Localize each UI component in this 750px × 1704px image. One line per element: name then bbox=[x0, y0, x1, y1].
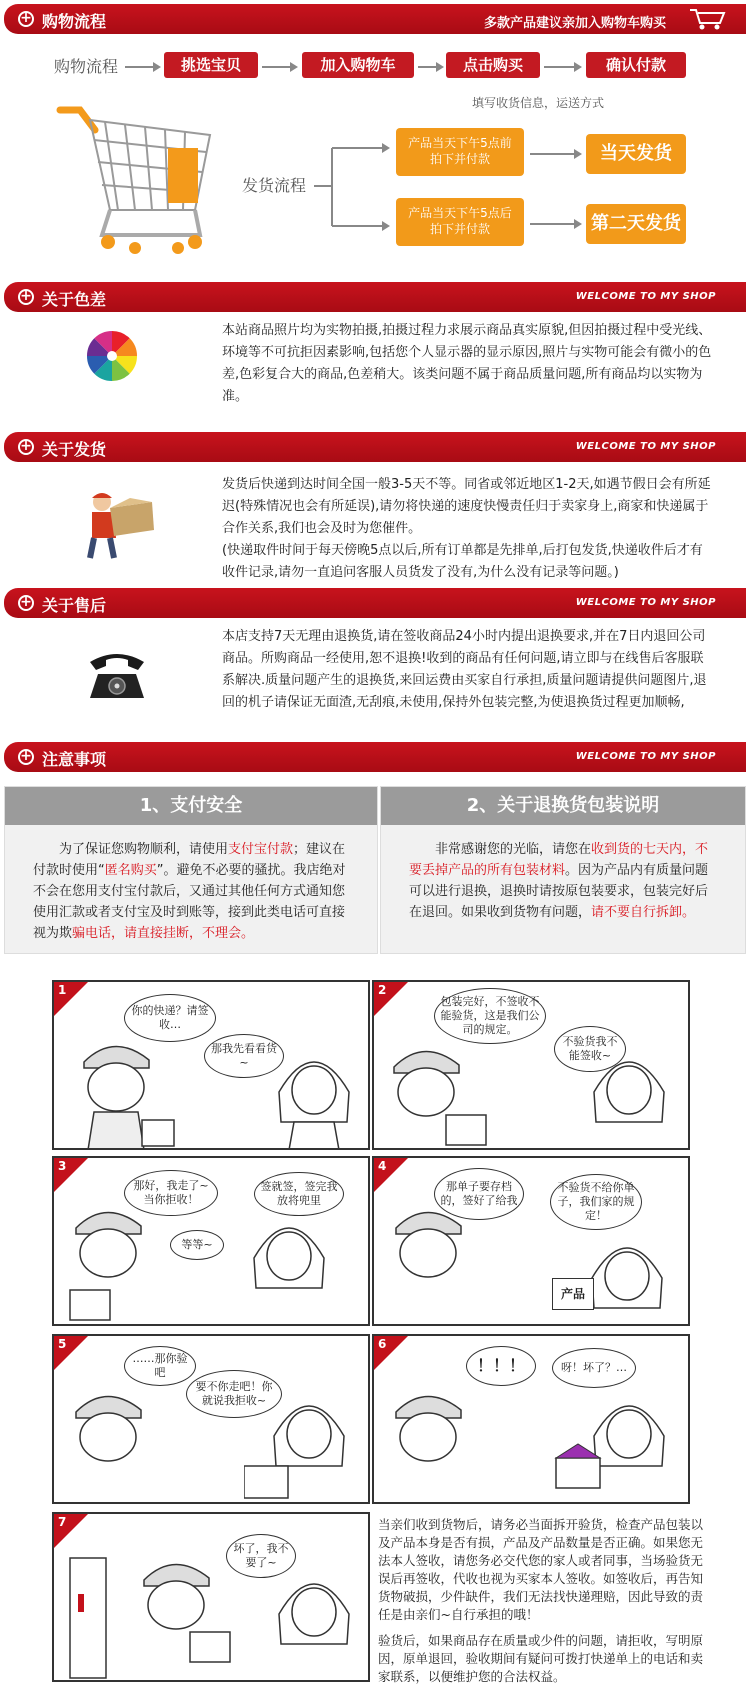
shipping-header bbox=[4, 432, 746, 462]
shopping-cart-icon bbox=[688, 7, 728, 31]
flow-arrow bbox=[544, 66, 580, 68]
product-box: 产品 bbox=[552, 1278, 594, 1310]
welcome-text: WELCOME TO MY SHOP bbox=[575, 597, 716, 608]
flow-arrow bbox=[125, 66, 159, 68]
tips-paragraph-1: 当亲们收到货物后，请务必当面拆开验货，检查产品包装以及产品本身是否有损，产品及产品数量是否正确。如果您无法本人签收，请您务必交代您的家人或者同事，当场验货无误后再签收，代收也视为买家本人签收。如签收后，再告知货物破损，少件缺件，我们无法找快递理赔，因此导致的责任是由亲们~自行承担的哦！ bbox=[378, 1517, 704, 1622]
shipping-text: 发货后快递到达时间全国一般3-5天不等。同省或邻近地区1-2天,如遇节假日会有所延迟(特殊情况也会有所延误),请勿将快递的速度快慢责任归于卖家身上,商家和快递属于合作关系,我们也会及时为您催件。 bbox=[222, 477, 711, 536]
plus-circle-icon: + bbox=[18, 289, 34, 305]
section-title: 注意事项 bbox=[42, 750, 107, 769]
aftersale-header bbox=[4, 588, 746, 618]
welcome-text: WELCOME TO MY SHOP bbox=[575, 441, 716, 452]
courier-figure bbox=[384, 1037, 494, 1150]
speech-bubble: 你的快递？请签收… bbox=[124, 994, 216, 1042]
flow-label: 购物流程 bbox=[54, 57, 119, 76]
comic-frame-5: 5 ……那你验吧 要不你走吧！你就说我拒收~ bbox=[52, 1334, 370, 1504]
flow-arrow bbox=[530, 223, 580, 225]
flow-arrow bbox=[262, 66, 296, 68]
customer-figure bbox=[582, 1228, 672, 1326]
speech-bubble: 呀！坏了？… bbox=[552, 1348, 636, 1388]
courier-figure bbox=[74, 1032, 184, 1150]
plus-circle-icon: + bbox=[18, 439, 34, 455]
speech-bubble: 等等~ bbox=[170, 1230, 224, 1260]
welcome-text: WELCOME TO MY SHOP bbox=[575, 291, 716, 302]
plus-circle-icon: + bbox=[18, 11, 34, 27]
next-day-ship: 第二天发货 bbox=[586, 204, 686, 244]
telephone-icon bbox=[84, 648, 150, 704]
comic-frame-6: 6 ！！！ 呀！坏了？… bbox=[372, 1334, 690, 1504]
speech-bubble: 那好，我走了~当你拒收！ bbox=[124, 1170, 218, 1216]
comic-frame-7: 7 坏了，我不要了~ bbox=[52, 1512, 370, 1682]
speech-bubble: 不验货不给你单子，我们家的规定！ bbox=[550, 1174, 642, 1230]
plus-circle-icon: + bbox=[18, 595, 34, 611]
step-add-to-cart: 加入购物车 bbox=[302, 52, 414, 78]
speech-bubble: 要不你走吧！你就说我拒收~ bbox=[186, 1370, 282, 1418]
step-click-buy: 点击购买 bbox=[446, 52, 540, 78]
payment-safety-panel bbox=[4, 786, 378, 954]
courier-figure bbox=[66, 1198, 176, 1326]
branch-arrows bbox=[312, 140, 390, 236]
customer-figure bbox=[244, 1208, 334, 1326]
section-title: 关于售后 bbox=[42, 596, 107, 615]
cart-suggestion-text: 多款产品建议亲加入购物车购买 bbox=[483, 16, 666, 31]
shipping-note-text: (快递取件时间于每天傍晚5点以后,所有订单都是先排单,后打包发货,快递收件后才有收件记录,请勿一直追问客服人员货发了没有,为什么没有记录等问题。) bbox=[222, 543, 703, 580]
comic-frame-4: 4 产品 那单子要存档的，签好了给我 不验货不给你单子，我们家的规定！ bbox=[372, 1156, 690, 1326]
step-select-item: 挑选宝贝 bbox=[164, 52, 258, 78]
speech-bubble: 那单子要存档的，签好了给我 bbox=[434, 1168, 524, 1220]
tips-paragraph-2: 验货后，如果商品存在质量或少件的问题，请拒收，写明原因，原单退回，验收期间有疑问可拨打快递单上的电话和卖家联系，以便维护您的合法权益。 bbox=[378, 1633, 704, 1684]
color-difference-header bbox=[4, 282, 746, 312]
section-title: 关于发货 bbox=[42, 440, 107, 459]
comic-frame-3: 3 那好，我走了~当你拒收！ 签就签，签完我放将兜里 等等~ bbox=[52, 1156, 370, 1326]
return-packaging-panel bbox=[380, 786, 746, 954]
speech-bubble: 包装完好，不签收不能验货，这是我们公司的规定。 bbox=[434, 988, 546, 1044]
color-difference-text: 本站商品照片均为实物拍摄,拍摄过程力求展示商品真实原貌,但因拍摄过程中受光线、环境等不可抗拒因素影响,包括您个人显示器的显示原因,照片与实物可能会有微小的色差,色彩复合大的商品,色差稍大。该类问题不属于商品质量问题,所有商品均以实物为准。 bbox=[222, 323, 712, 404]
panel-title: 1、支付安全 bbox=[5, 787, 377, 825]
speech-bubble: ！！！ bbox=[466, 1346, 536, 1386]
customer-figure bbox=[554, 1386, 674, 1504]
speech-bubble: ……那你验吧 bbox=[124, 1346, 196, 1386]
delivery-man-icon bbox=[80, 488, 160, 560]
same-day-ship: 当天发货 bbox=[586, 134, 686, 174]
section-title: 购物流程 bbox=[42, 12, 107, 31]
welcome-text: WELCOME TO MY SHOP bbox=[575, 751, 716, 762]
condition-before-5pm: 产品当天下午5点前 拍下并付款 bbox=[396, 128, 524, 176]
shipping-flow-label: 发货流程 bbox=[242, 176, 307, 195]
panel-body: 非常感谢您的光临，请您在收到货的七天内，不要丢掉产品的所有包装材料。因为产品内有质量问题可以进行退换，退换时请按原包装要求，包装完好后在退回。如果收到货物有问题，请不要自行拆卸。 bbox=[409, 842, 709, 920]
inspection-tips bbox=[378, 1516, 708, 1686]
shipping-info-note: 填写收货信息，运送方式 bbox=[472, 96, 605, 110]
door-figure bbox=[68, 1554, 108, 1682]
customer-figure bbox=[269, 1564, 359, 1682]
notice-header bbox=[4, 742, 746, 772]
courier-figure bbox=[66, 1382, 166, 1504]
courier-figure bbox=[386, 1382, 486, 1504]
flow-arrow bbox=[418, 66, 442, 68]
step-confirm-payment: 确认付款 bbox=[586, 52, 686, 78]
section-title: 关于色差 bbox=[42, 290, 107, 309]
condition-after-5pm: 产品当天下午5点后 拍下并付款 bbox=[396, 198, 524, 246]
comic-frame-2: 2 包装完好，不签收不能验货，这是我们公司的规定。 不验货我不能签收~ bbox=[372, 980, 690, 1150]
panel-title: 2、关于退换货包装说明 bbox=[381, 787, 745, 825]
speech-bubble: 坏了，我不要了~ bbox=[226, 1534, 296, 1578]
courier-figure bbox=[134, 1550, 234, 1682]
speech-bubble: 那我先看看货~ bbox=[204, 1034, 284, 1078]
flow-arrow bbox=[530, 153, 580, 155]
speech-bubble: 签就签，签完我放将兜里 bbox=[254, 1172, 344, 1216]
shopping-process-header bbox=[4, 4, 746, 34]
shopping-cart-illustration bbox=[50, 90, 220, 260]
aftersale-text: 本店支持7天无理由退换货,请在签收商品24小时内提出退换要求,并在7日内退回公司商品。所购商品一经使用,恕不退换!收到的商品有任何问题,请立即与在线售后客服联系解决.质量问题产生的退换货,来回运费由买家自行承担,质量问题请提供问题图片,退回的机子请保证无面渣,无刮痕,未使用,保持外包装完整,为使退换货过程更加顺畅, bbox=[222, 629, 707, 710]
color-wheel-icon bbox=[86, 330, 138, 382]
comic-frame-1: 1 你的快递？请签收… 那我先看看货~ bbox=[52, 980, 370, 1150]
panel-body: 为了保证您购物顺利，请使用支付宝付款；建议在付款时使用“匿名购买”。避免不必要的骚扰。我店绝对不会在您用支付宝付款后，又通过其他任何方式通知您使用汇款或者支付宝及时到账等，接到此类电话可直接视为欺骗电话，请直接挂断，不理会。 bbox=[33, 842, 346, 941]
plus-circle-icon: + bbox=[18, 749, 34, 765]
speech-bubble: 不验货我不能签收~ bbox=[554, 1026, 626, 1072]
